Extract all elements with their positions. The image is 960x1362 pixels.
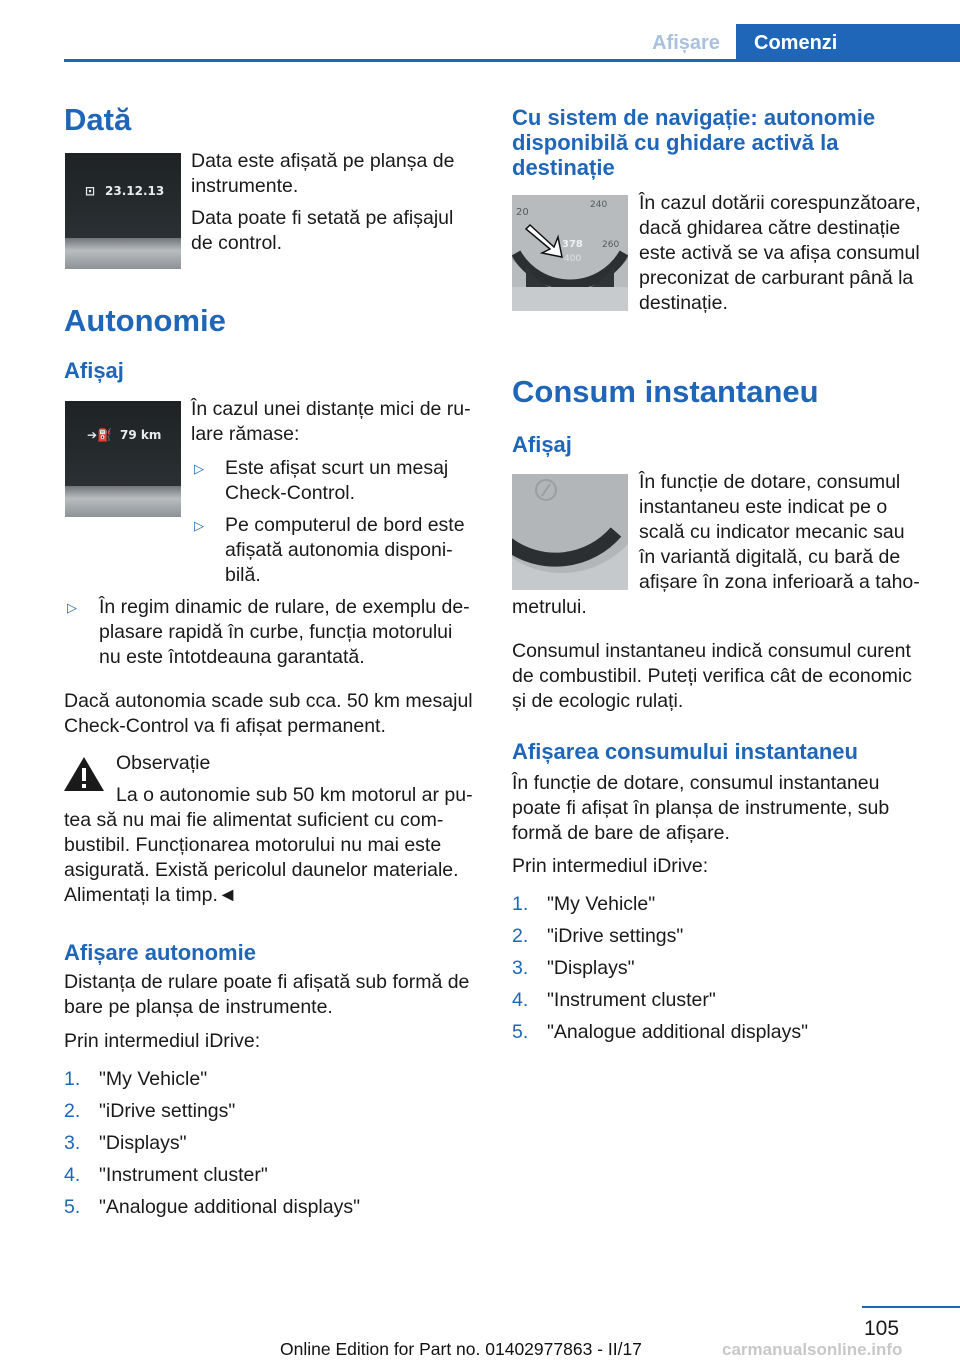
- list-item: ▷ În regim dinamic de rulare, de exemplu de- plasare rapidă în curbe, funcția motorului nu este întotdeauna garantată.: [67, 596, 470, 668]
- date-paragraph-1: Data este afișată pe planșa de instrumente.: [191, 150, 455, 197]
- heading-data: Dată: [64, 102, 132, 137]
- note-title: Observație: [116, 752, 211, 774]
- watermark: carmanualsonline.info: [722, 1340, 903, 1359]
- navigation-gauge-image: [512, 195, 628, 311]
- header-section-afisare[interactable]: Afișare: [652, 32, 720, 54]
- gauge-tick-label: 240: [590, 200, 608, 210]
- note-body: La o autonomie sub 50 km motorul ar pu- tea să nu mai fie alimentat suficient cu com- bustibil. Funcționarea motorului nu mai este asigurată. Există pericolul daunelor materiale. Alimentați la timp.◄: [64, 784, 473, 906]
- range-paragraph: În cazul unei distanțe mici de ru- lare rămase:: [191, 398, 471, 445]
- idrive-label: Prin intermediul iDrive:: [512, 855, 709, 877]
- list-item: ▷ Este afișat scurt un mesaj Check-Control.: [194, 457, 449, 504]
- range-readout: 79 km: [120, 428, 162, 442]
- date-paragraph-2: Data poate fi setată pe afișajul de control.: [191, 207, 454, 254]
- heading-afisarea-consumului: Afișarea consumului instantaneu: [512, 739, 858, 764]
- display-paragraph: Distanța de rulare poate fi afișată sub formă de bare pe planșa de instrumente.: [64, 971, 470, 1018]
- calendar-icon: ⊡: [85, 184, 96, 198]
- range-low-paragraph: Dacă autonomia scade sub cca. 50 km mesajul Check-Control va fi afișat permanent.: [64, 690, 473, 737]
- header-rule: [64, 59, 960, 62]
- heading-afisare-autonomie: Afișare autonomie: [64, 940, 256, 965]
- triangle-bullet-icon: ▷: [194, 461, 204, 476]
- page-number: 105: [864, 1317, 900, 1340]
- gauge-tick-label: 260: [602, 240, 620, 250]
- heading-consum-instantaneu: Consum instantaneu: [512, 374, 819, 409]
- date-readout: 23.12.13: [105, 184, 165, 198]
- footer-rule: [862, 1306, 960, 1308]
- heading-afisaj: Afișaj: [64, 358, 124, 383]
- idrive-label: Prin intermediul iDrive:: [64, 1030, 261, 1052]
- range-display-image: [65, 401, 181, 517]
- consumption-paragraph-tail: metrului.: [512, 596, 587, 618]
- heading-autonomie: Autonomie: [64, 303, 226, 338]
- navigation-paragraph: În cazul dotării corespunzătoare, dacă ghidarea către destinație este activă se va afișa consumul preconizat de carburant până la destinație.: [639, 192, 921, 314]
- list-item: ▷ Pe computerul de bord este afișată autonomia disponi- bilă.: [194, 514, 465, 586]
- consumption-paragraph: În funcție de dotare, consumul instantaneu este indicat pe o scală cu indicator mecanic sau în variantă digitală, cu bară de afișare în zona inferioară a taho-: [639, 471, 920, 593]
- date-display-image: [65, 153, 181, 269]
- heading-navigatie: Cu sistem de navigație: autonomie disponibilă cu ghidare activă la destinație: [512, 105, 876, 180]
- triangle-bullet-icon: ▷: [194, 518, 204, 533]
- fuel-pump-icon: ➔⛽: [87, 428, 112, 442]
- gauge-range-readout: 378: [562, 239, 583, 250]
- afisarea-paragraph: În funcție de dotare, consumul instantaneu poate fi afișat în planșa de instrumente, sub formă de bare de afișare.: [512, 772, 890, 844]
- gauge-tick-label: 400: [564, 254, 582, 264]
- header-section-comenzi[interactable]: Comenzi: [736, 24, 960, 62]
- edition-line: Online Edition for Part no. 01402977863 - II/17: [280, 1339, 642, 1359]
- heading-afisaj-consum: Afișaj: [512, 432, 572, 457]
- consumption-paragraph-2: Consumul instantaneu indică consumul curent de combustibil. Puteți verifica cât de economic și de ecologic rulați.: [512, 640, 912, 712]
- page-header: [0, 0, 960, 62]
- triangle-bullet-icon: ▷: [67, 600, 77, 615]
- consumption-gauge-image: [512, 474, 628, 590]
- gauge-tick-label: 20: [516, 207, 529, 218]
